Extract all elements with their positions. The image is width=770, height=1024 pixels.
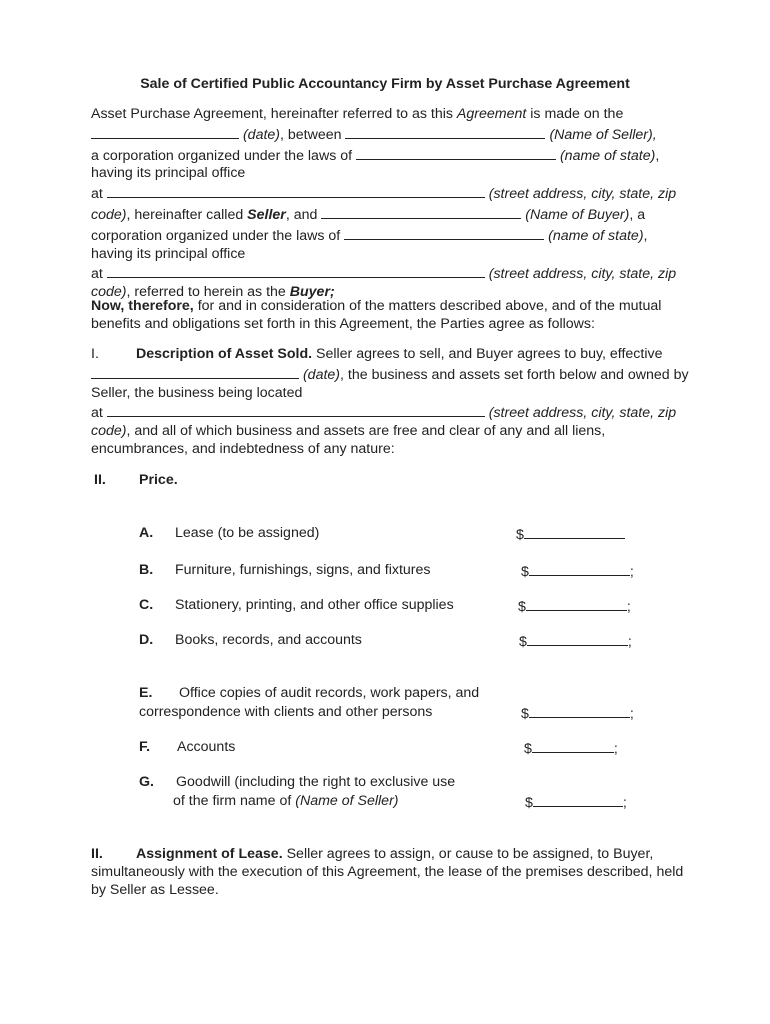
price-item-amount: $ ;: [521, 561, 634, 581]
section-description: I. Description of Asset Sold. Seller agrees to sell, and Buyer agrees to buy, effective (date), the business and assets set forth below and owned by Seller, the business being located at (street address, city, state, zip code), and all of which business and assets are free and clear of any and all liens, encumbrances, and indebtedness of any nature:: [91, 346, 689, 457]
price-item-letter: C.: [139, 597, 154, 613]
price-item-letter: B.: [139, 562, 154, 578]
price-item-label: Accounts: [177, 739, 236, 755]
seller-state-blank[interactable]: [356, 145, 556, 160]
document-title: Sale of Certified Public Accountancy Firm by Asset Purchase Agreement: [140, 76, 630, 92]
buyer-address-blank[interactable]: [107, 263, 485, 278]
price-item-label: Office copies of audit records, work papers, and: [179, 685, 480, 701]
price-item-amount: $ ;: [521, 703, 634, 723]
price-item-letter: D.: [139, 632, 154, 648]
business-address-blank[interactable]: [107, 402, 485, 417]
seller-address-blank[interactable]: [107, 183, 485, 198]
effective-date-blank[interactable]: [91, 364, 299, 379]
date-blank[interactable]: [91, 124, 239, 139]
amount-blank[interactable]: [524, 524, 625, 539]
price-item-label-continued: correspondence with clients and other persons: [139, 704, 433, 720]
section-price-heading: Price.: [139, 472, 178, 488]
price-item-label: Furniture, furnishings, signs, and fixtures: [175, 562, 431, 578]
section-price-number: II.: [94, 472, 106, 488]
price-item-label-continued: of the firm name of (Name of Seller): [173, 793, 399, 809]
amount-blank[interactable]: [527, 631, 628, 646]
price-item-label: Goodwill (including the right to exclusive use: [176, 774, 456, 790]
amount-blank[interactable]: [533, 792, 623, 807]
intro-paragraph: Asset Purchase Agreement, hereinafter referred to as this Agreement is made on the (date), between (Name of Seller), a corporation organized under the laws of (name of state), having its principal office at (street address, city, state, zip code), hereinafter called Seller, and (Name of Buyer), a corporation organized under the laws of (name of state), having its principal office at (street address, city, state, zip code), referred to herein as the Buyer;: [91, 106, 677, 301]
price-item-amount: $: [516, 524, 625, 544]
price-item-amount: $ ;: [518, 596, 631, 616]
price-item-letter: A.: [139, 525, 154, 541]
amount-blank[interactable]: [529, 703, 630, 718]
now-therefore-paragraph: Now, therefore, for and in consideration of the matters described above, and of the mutual benefits and obligations set forth in this Agreement, the Parties agree as follows:: [91, 298, 662, 332]
amount-blank[interactable]: [532, 738, 614, 753]
price-item-label: Lease (to be assigned): [175, 525, 320, 541]
price-item-label: Stationery, printing, and other office supplies: [175, 597, 454, 613]
buyer-name-blank[interactable]: [321, 204, 521, 219]
price-item-letter: G.: [139, 774, 154, 790]
price-item-amount: $ ;: [525, 792, 627, 812]
price-item-letter: E.: [139, 685, 153, 701]
amount-blank[interactable]: [529, 561, 630, 576]
price-item-amount: $ ;: [519, 631, 632, 651]
price-item-label: Books, records, and accounts: [175, 632, 362, 648]
seller-name-blank[interactable]: [345, 124, 545, 139]
buyer-state-blank[interactable]: [344, 225, 544, 240]
price-item-amount: $ ;: [524, 738, 618, 758]
section-assignment-of-lease: II. Assignment of Lease. Seller agrees to assign, or cause to be assigned, to Buyer, simultaneously with the execution of this Agreement, the lease of the premises described, held by Seller as Lessee.: [91, 846, 684, 898]
amount-blank[interactable]: [526, 596, 627, 611]
price-item-letter: F.: [139, 739, 151, 755]
